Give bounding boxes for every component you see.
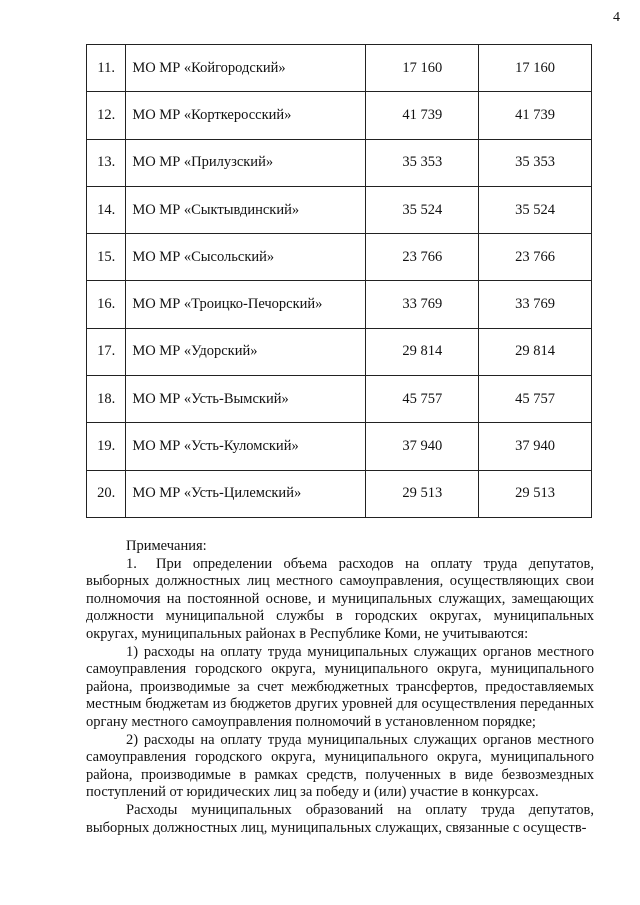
note-item-1 xyxy=(86,556,594,644)
notes-heading: Примечания: xyxy=(126,538,207,554)
municipality-name-cell: МО МР «Удорский» xyxy=(126,328,366,375)
table-row xyxy=(87,45,592,92)
value-2-cell: 17 160 xyxy=(479,45,592,92)
municipality-name-cell: МО МР «Усть-Куломский» xyxy=(126,423,366,470)
table-row xyxy=(87,281,592,328)
municipality-name-cell: МО МР «Корткеросский» xyxy=(126,92,366,139)
row-number-cell: 18. xyxy=(87,376,126,423)
table-row xyxy=(87,186,592,233)
table-row xyxy=(87,470,592,517)
table-row xyxy=(87,234,592,281)
table-row xyxy=(87,423,592,470)
municipality-name-cell: МО МР «Усть-Вымский» xyxy=(126,376,366,423)
row-number-cell: 15. xyxy=(87,234,126,281)
table-row xyxy=(87,376,592,423)
table-body xyxy=(87,45,592,518)
value-2-cell: 41 739 xyxy=(479,92,592,139)
value-2-cell: 29 814 xyxy=(479,328,592,375)
municipality-name-cell: МО МР «Сыктывдинский» xyxy=(126,186,366,233)
note-paragraph-last: Расходы муниципальных образований на оплату труда депутатов, выборных должностных лиц, муниципальных служащих, связанные с осуществ- xyxy=(86,801,594,836)
municipality-name-cell: МО МР «Сысольский» xyxy=(126,234,366,281)
row-number-cell: 19. xyxy=(87,423,126,470)
notes-section xyxy=(86,538,594,837)
note-item-1-text: При определении объема расходов на оплату труда депутатов, выборных должностных лиц местного самоуправления, осуществляющих свои полномочия на постоянной основе, и муниципальных служащих, замещающих должности муниципальной службы в городских округах, муниципальных округах, муниципальных районах в Республике Коми, не учитываются: xyxy=(86,555,594,642)
note-subitem-1: 1) расходы на оплату труда муниципальных служащих органов местного самоуправления городского округа, муниципального округа, муниципального района, производимые за счет межбюджетных трансфертов, предоставляемых местным бюджетам из бюджетов других уровней для осуществления переданных органу местного самоуправления полномочий в установленном порядке; xyxy=(86,643,594,730)
value-1-cell: 23 766 xyxy=(366,234,479,281)
value-1-cell: 33 769 xyxy=(366,281,479,328)
value-2-cell: 35 353 xyxy=(479,139,592,186)
page-number: 4 xyxy=(613,10,620,25)
municipality-name-cell: МО МР «Койгородский» xyxy=(126,45,366,92)
row-number-cell: 20. xyxy=(87,470,126,517)
value-1-cell: 37 940 xyxy=(366,423,479,470)
table-row xyxy=(87,92,592,139)
table-row xyxy=(87,139,592,186)
value-2-cell: 33 769 xyxy=(479,281,592,328)
municipal-table xyxy=(86,44,592,518)
value-2-cell: 29 513 xyxy=(479,470,592,517)
value-1-cell: 17 160 xyxy=(366,45,479,92)
municipality-name-cell: МО МР «Усть-Цилемский» xyxy=(126,470,366,517)
note-item-1-number: 1. xyxy=(126,555,137,572)
value-1-cell: 45 757 xyxy=(366,376,479,423)
municipality-name-cell: МО МР «Троицко-Печорский» xyxy=(126,281,366,328)
row-number-cell: 12. xyxy=(87,92,126,139)
municipality-name-cell: МО МР «Прилузский» xyxy=(126,139,366,186)
value-1-cell: 35 524 xyxy=(366,186,479,233)
row-number-cell: 11. xyxy=(87,45,126,92)
row-number-cell: 14. xyxy=(87,186,126,233)
value-1-cell: 35 353 xyxy=(366,139,479,186)
value-2-cell: 23 766 xyxy=(479,234,592,281)
row-number-cell: 16. xyxy=(87,281,126,328)
value-1-cell: 41 739 xyxy=(366,92,479,139)
row-number-cell: 17. xyxy=(87,328,126,375)
note-subitem-2: 2) расходы на оплату труда муниципальных служащих органов местного самоуправления городского округа, муниципального округа, муниципального района, производимые в рамках средств, полученных в виде безвозмездных поступлений от юридических лиц за победу и (или) участие в конкурсах. xyxy=(86,731,594,801)
value-1-cell: 29 513 xyxy=(366,470,479,517)
row-number-cell: 13. xyxy=(87,139,126,186)
value-2-cell: 37 940 xyxy=(479,423,592,470)
table-row xyxy=(87,328,592,375)
value-2-cell: 45 757 xyxy=(479,376,592,423)
value-1-cell: 29 814 xyxy=(366,328,479,375)
value-2-cell: 35 524 xyxy=(479,186,592,233)
